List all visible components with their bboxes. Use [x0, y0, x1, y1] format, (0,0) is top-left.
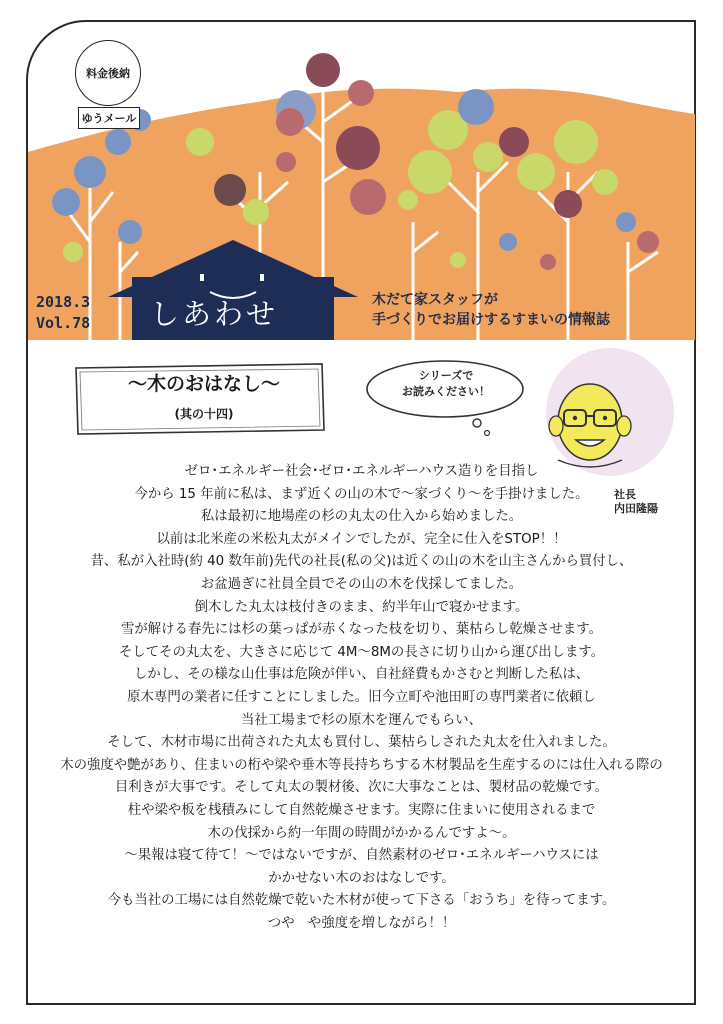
bubble-line-1: シリーズで	[418, 369, 474, 382]
article-line: 木の伐採から約一年間の時間がかかるんですよ～。	[207, 825, 516, 841]
article-line: ゼロ･エネルギー社会･ゼロ･エネルギーハウス造りを目指し	[184, 464, 539, 479]
subtitle-line-1: 木だて家スタッフが	[372, 292, 498, 308]
president-name: 内田隆陽	[614, 502, 658, 515]
article-line: かかせない木のおはなしです。	[268, 870, 455, 886]
issue-info	[36, 292, 90, 334]
subtitle-line-2: 手づくりでお届けするすまいの情報誌	[372, 312, 610, 328]
magazine-subtitle	[372, 290, 610, 330]
mail-type-box: ゆうメール	[78, 107, 140, 129]
article-line: 柱や梁や板を桟積みにして自然乾燥させます。実際に住まいに使用されるまで	[127, 802, 596, 818]
series-number: (其の十四)	[174, 407, 234, 421]
article-line: 木の強度や艶があり、住まいの桁や梁や垂木等長持ちちする木材製品を生産するのには仕入れる際の	[60, 757, 663, 773]
article-line: 今から 15 年前に私は、まず近くの山の木で～家づくり～を手掛けました。	[134, 486, 589, 502]
article-line: つや や強度を増しながら！！	[267, 915, 456, 931]
article-line: 以前は北米産の米松丸太がメインでしたが、完全に仕入をSTOP！！	[156, 531, 567, 547]
president-role: 社長	[614, 488, 636, 501]
issue-date: 2018.3	[36, 293, 91, 311]
article-line: 原木専門の業者に任すことにしました。旧今立町や池田町の専門業者に依頼し	[127, 689, 596, 705]
magazine-title: しあわせ	[150, 297, 279, 331]
article-line: 倒木した丸太は枝付きのまま、約半年山で寝かせます。	[194, 599, 529, 615]
article-line: 昔、私が入社時(約 40 数年前)先代の社長(私の父)は近くの山の木を山主さんから買付し、	[90, 554, 633, 570]
article-line: ～果報は寝て待て！～ではないですが、自然素材のゼロ･エネルギーハウスには	[124, 848, 599, 864]
series-title: ～木のおはなし～	[127, 373, 280, 395]
bubble-line-2: お読みください！	[402, 385, 490, 398]
bubble-message	[376, 368, 516, 400]
article-body	[28, 461, 695, 935]
issue-volume: Vol.78	[36, 314, 91, 332]
article-line: 私は最初に地場産の杉の丸太の仕入から始めました。	[200, 509, 523, 525]
article-line: 今も当社の工場には自然乾燥で乾いた木材が使って下さる「おうち」を待ってます。	[107, 893, 616, 909]
article-line: そして、木材市場に出荷された丸太も買付し、葉枯らしされた丸太を仕入れました。	[107, 735, 616, 751]
postage-stamp-circle: 料金後納	[75, 40, 141, 106]
article-line: 雪が解ける春先には杉の葉っぱが赤くなった枝を切り、葉枯らし乾燥させます。	[121, 622, 602, 638]
article-line: 当社工場まで杉の原木を運んでもらい、	[240, 712, 483, 728]
article-line: 目利きが大事です。そして丸太の製材後、次に大事なことは、製材品の乾燥です。	[114, 780, 609, 796]
article-line: お盆過ぎに社員全員でその山の木を伐採してました。	[200, 576, 523, 592]
article-line: そしてその丸太を、大きさに応じて 4M～8Mの長さに切り山から運び出します。	[118, 644, 605, 660]
article-line: しかし、その様な山仕事は危険が伴い、自社経費もかさむと判断した私は、	[133, 667, 590, 683]
